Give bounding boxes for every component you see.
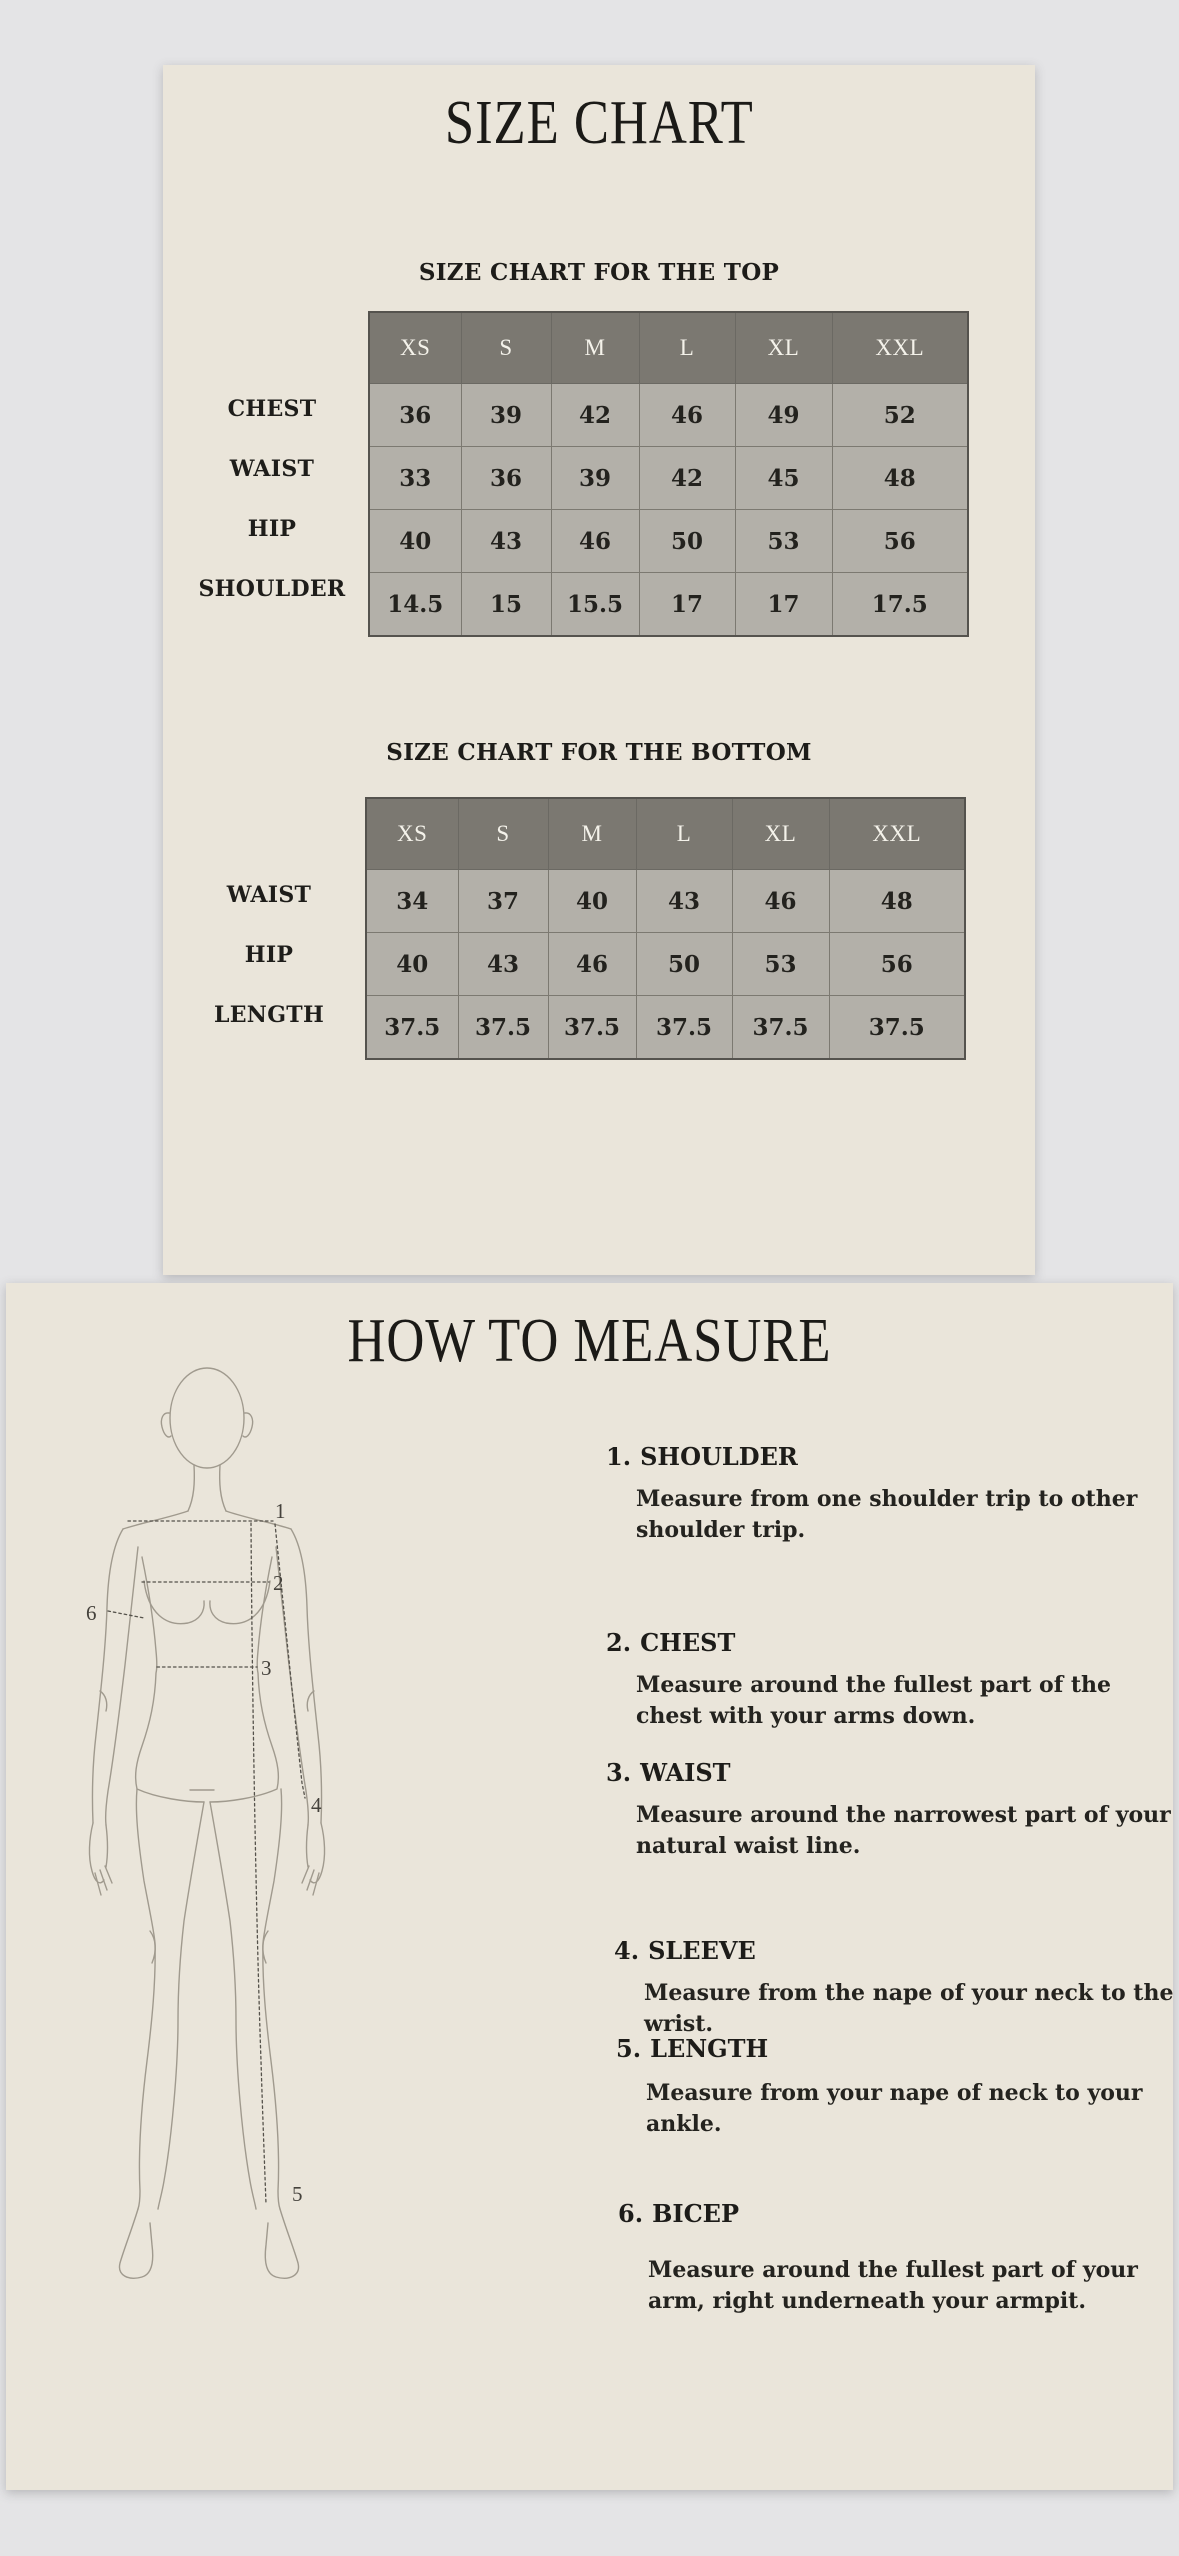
row-label-hip: HIP <box>247 516 297 542</box>
table-cell: 48 <box>832 447 968 510</box>
instruction-heading <box>606 1629 1171 1658</box>
table-cell: 46 <box>639 384 735 447</box>
row-label-hip: HIP <box>244 942 294 968</box>
table-row-chest <box>369 384 968 447</box>
table-cell: 53 <box>735 510 832 573</box>
instruction-item-sleeve <box>614 1937 1179 2040</box>
instruction-number: 4. <box>614 1936 640 1965</box>
column-header-l: L <box>639 312 735 384</box>
instruction-item-bicep <box>618 2200 1179 2317</box>
table-row-hip <box>369 510 968 573</box>
column-header-s: S <box>461 312 551 384</box>
figure-marker-length: 5 <box>292 2182 303 2206</box>
table-cell: 39 <box>461 384 551 447</box>
top-table-block <box>198 311 969 637</box>
bottom-table-row-labels <box>173 865 365 1045</box>
table-cell: 40 <box>369 510 461 573</box>
table-cell: 15 <box>461 573 551 637</box>
table-cell: 56 <box>829 933 965 996</box>
how-to-measure-panel <box>6 1283 1173 2490</box>
table-cell: 37.5 <box>548 996 636 1060</box>
instruction-number: 5. <box>616 2034 642 2063</box>
instruction-heading <box>606 1759 1171 1788</box>
row-label-waist: WAIST <box>226 882 312 908</box>
bicep-measure-line <box>108 1611 144 1618</box>
table-cell: 36 <box>369 384 461 447</box>
top-table-row-labels <box>176 379 368 619</box>
instruction-number: 1. <box>606 1442 632 1471</box>
column-header-xs: XS <box>366 798 458 870</box>
measurement-figure-illustration <box>62 1361 402 2301</box>
table-cell: 39 <box>551 447 639 510</box>
instruction-description: Measure from your nape of neck to your ankle. <box>646 2079 1143 2138</box>
croquis-outline <box>89 1368 324 2278</box>
table-cell: 49 <box>735 384 832 447</box>
instruction-name: BICEP <box>652 2199 740 2228</box>
table-row-length <box>366 996 965 1060</box>
table-cell: 50 <box>636 933 732 996</box>
instruction-number: 6. <box>618 2199 644 2228</box>
instruction-description: Measure around the narrowest part of your natural waist line. <box>636 1801 1171 1860</box>
instruction-heading <box>606 1443 1171 1472</box>
table-cell: 34 <box>366 870 458 933</box>
instruction-item-shoulder <box>606 1443 1171 1546</box>
table-cell: 14.5 <box>369 573 461 637</box>
instruction-item-length <box>616 2035 1179 2140</box>
table-cell: 36 <box>461 447 551 510</box>
instruction-name: WAIST <box>640 1758 731 1787</box>
figure-marker-shoulder: 1 <box>275 1499 286 1523</box>
row-label-shoulder: SHOULDER <box>198 576 346 602</box>
table-header-row <box>369 312 968 384</box>
column-header-xl: XL <box>732 798 829 870</box>
row-label-waist: WAIST <box>229 456 315 482</box>
table-cell: 46 <box>548 933 636 996</box>
table-cell: 45 <box>735 447 832 510</box>
size-table-top <box>368 311 969 637</box>
table-row-waist <box>369 447 968 510</box>
bottom-table-subtitle: SIZE CHART FOR THE BOTTOM <box>386 739 812 766</box>
instruction-heading <box>614 1937 1179 1966</box>
column-header-xxl: XXL <box>832 312 968 384</box>
row-label-length: LENGTH <box>213 1002 325 1028</box>
column-header-l: L <box>636 798 732 870</box>
table-cell: 43 <box>461 510 551 573</box>
table-cell: 56 <box>832 510 968 573</box>
table-cell: 46 <box>732 870 829 933</box>
figure-marker-chest: 2 <box>273 1571 284 1595</box>
table-cell: 37.5 <box>829 996 965 1060</box>
table-cell: 40 <box>548 870 636 933</box>
table-cell: 37.5 <box>732 996 829 1060</box>
column-header-xs: XS <box>369 312 461 384</box>
figure-marker-sleeve: 4 <box>311 1793 322 1817</box>
size-table-bottom <box>365 797 966 1060</box>
column-header-xl: XL <box>735 312 832 384</box>
figure-marker-waist: 3 <box>261 1656 272 1680</box>
instruction-description: Measure around the fullest part of the chest with your arms down. <box>636 1671 1111 1730</box>
column-header-xxl: XXL <box>829 798 965 870</box>
table-cell: 37 <box>458 870 548 933</box>
table-cell: 37.5 <box>636 996 732 1060</box>
table-cell: 48 <box>829 870 965 933</box>
instruction-description: Measure from one shoulder trip to other shoulder trip. <box>636 1485 1138 1544</box>
table-cell: 37.5 <box>458 996 548 1060</box>
table-row-hip <box>366 933 965 996</box>
instruction-name: SLEEVE <box>648 1936 756 1965</box>
instruction-name: SHOULDER <box>640 1442 798 1471</box>
instruction-description: Measure around the fullest part of your arm, right underneath your armpit. <box>648 2256 1138 2315</box>
table-cell: 46 <box>551 510 639 573</box>
instruction-heading <box>616 2035 1179 2064</box>
table-cell: 42 <box>639 447 735 510</box>
instruction-number: 2. <box>606 1628 632 1657</box>
table-cell: 37.5 <box>366 996 458 1060</box>
table-cell: 43 <box>636 870 732 933</box>
instruction-heading <box>618 2200 1179 2229</box>
table-cell: 17 <box>639 573 735 637</box>
row-label-chest: CHEST <box>227 396 317 422</box>
column-header-m: M <box>548 798 636 870</box>
instruction-name: CHEST <box>640 1628 736 1657</box>
instruction-name: LENGTH <box>650 2034 769 2063</box>
table-row-waist <box>366 870 965 933</box>
table-header-row <box>366 798 965 870</box>
instruction-item-waist <box>606 1759 1171 1862</box>
bottom-table-block <box>213 797 966 1060</box>
length-measure-line <box>251 1523 266 2204</box>
column-header-s: S <box>458 798 548 870</box>
instruction-item-chest <box>606 1629 1171 1732</box>
top-table-subtitle: SIZE CHART FOR THE TOP <box>418 259 780 286</box>
table-cell: 17 <box>735 573 832 637</box>
table-cell: 42 <box>551 384 639 447</box>
how-to-measure-title-text: HOW TO MEASURE <box>347 1306 832 1376</box>
size-chart-title-text: SIZE CHART <box>444 88 754 158</box>
table-cell: 40 <box>366 933 458 996</box>
table-row-shoulder <box>369 573 968 637</box>
table-cell: 17.5 <box>832 573 968 637</box>
column-header-m: M <box>551 312 639 384</box>
figure-marker-bicep: 6 <box>86 1601 97 1625</box>
size-chart-panel <box>163 65 1035 1275</box>
table-cell: 53 <box>732 933 829 996</box>
table-cell: 43 <box>458 933 548 996</box>
table-cell: 50 <box>639 510 735 573</box>
table-cell: 15.5 <box>551 573 639 637</box>
instruction-description: Measure from the nape of your neck to the wrist. <box>644 1979 1174 2038</box>
instruction-number: 3. <box>606 1758 632 1787</box>
table-cell: 52 <box>832 384 968 447</box>
table-cell: 33 <box>369 447 461 510</box>
size-chart-title <box>163 88 1035 158</box>
